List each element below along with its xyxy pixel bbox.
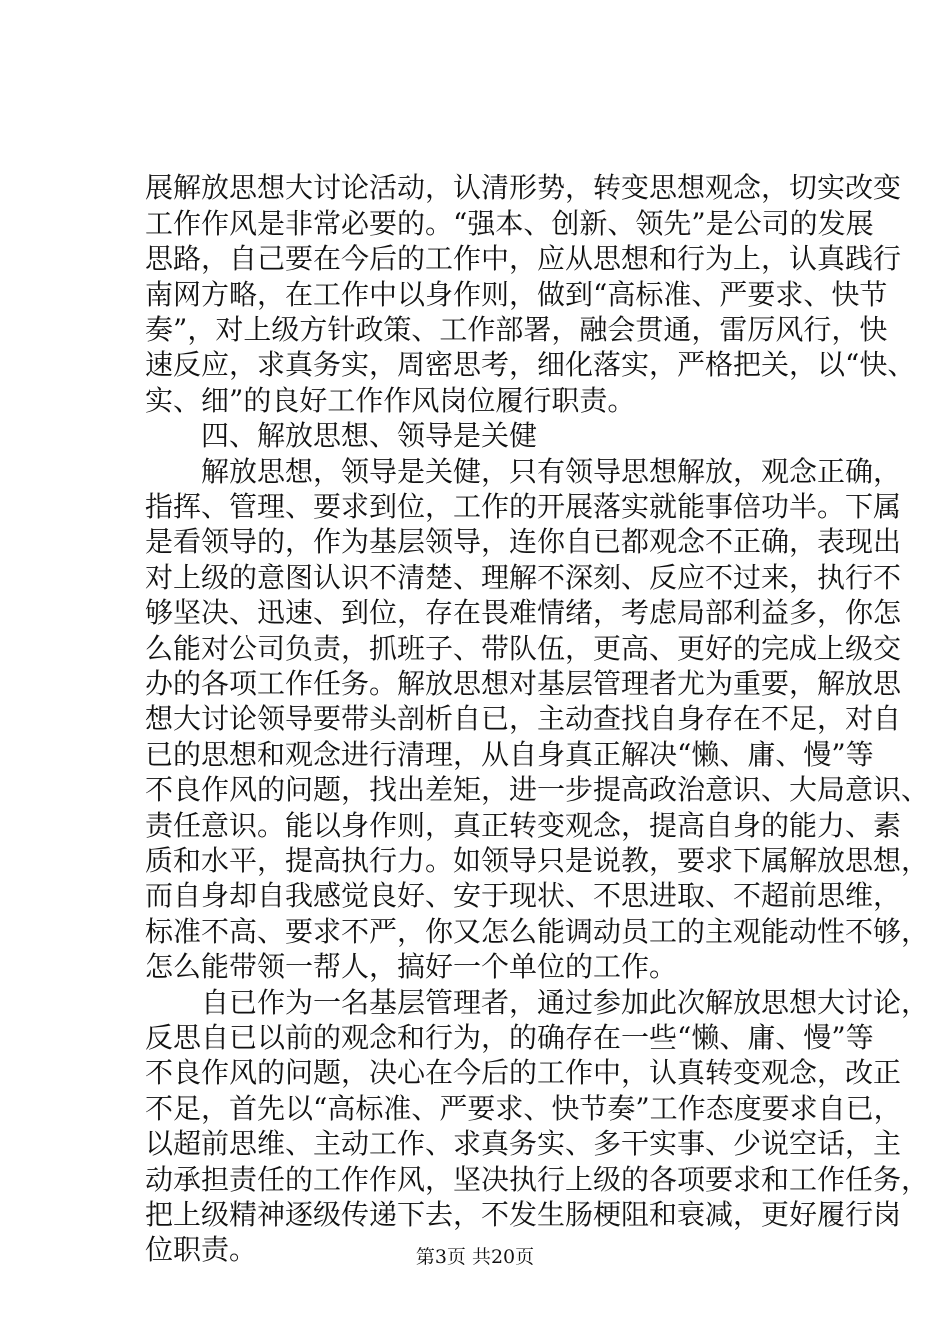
text-line: 展解放思想大讨论活动，认清形势，转变思想观念，切实改变 [145, 171, 902, 204]
page-footer: 第3页 共20页 [415, 1246, 535, 1268]
text-line: 不足，首先以“高标准、严要求、快节奏”工作态度要求自已， [145, 1092, 902, 1125]
text-line: 已的思想和观念进行清理，从自身真正解决“懒、庸、慢”等 [145, 738, 874, 771]
text-line: 责任意识。能以身作则，真正转变观念，提高自身的能力、素 [145, 809, 902, 842]
text-line: 够坚决、迅速、到位，存在畏难情绪，考虑局部利益多，你怎 [145, 596, 902, 629]
text-line: 指挥、管理、要求到位，工作的开展落实就能事倍功半。下属 [145, 490, 902, 523]
text-line: 不良作风的问题，决心在今后的工作中，认真转变观念，改正 [145, 1056, 902, 1089]
text-line: 以超前思维、主动工作、求真务实、多干实事、少说空话，主 [145, 1127, 902, 1160]
text-line: 实、细”的良好工作作风岗位履行职责。 [145, 384, 636, 417]
text-line: 位职责。 [145, 1233, 258, 1266]
text-line: 对上级的意图认识不清楚、理解不深刻、反应不过来，执行不 [145, 561, 902, 594]
text-line: 怎么能带领一帮人，搞好一个单位的工作。 [145, 950, 678, 983]
text-line: 自已作为一名基层管理者，通过参加此次解放思想大讨论， [145, 986, 930, 1019]
text-line: 而自身却自我感觉良好、安于现状、不思进取、不超前思维， [145, 879, 902, 912]
text-line: 速反应，求真务实，周密思考，细化落实，严格把关，以“快、 [145, 348, 916, 381]
text-line: 反思自已以前的观念和行为，的确存在一些“懒、庸、慢”等 [145, 1021, 874, 1054]
text-line: 工作作风是非常必要的。“强本、创新、领先”是公司的发展 [145, 207, 874, 240]
text-line: 质和水平，提高执行力。如领导只是说教，要求下属解放思想， [145, 844, 930, 877]
text-line: 么能对公司负责，抓班子、带队伍，更高、更好的完成上级交 [145, 632, 902, 665]
text-line: 解放思想，领导是关健，只有领导思想解放，观念正确， [145, 455, 902, 488]
text-line: 南网方略，在工作中以身作则，做到“高标准、严要求、快节 [145, 278, 888, 311]
text-line: 想大讨论领导要带头剖析自已，主动查找自身存在不足，对自 [145, 702, 902, 735]
text-line: 把上级精神逐级传递下去，不发生肠梗阻和衰减，更好履行岗 [145, 1198, 902, 1231]
section-heading: 四、解放思想、领导是关健 [145, 419, 538, 452]
text-line: 思路，自己要在今后的工作中，应从思想和行为上，认真践行 [145, 242, 902, 275]
text-line: 标准不高、要求不严，你又怎么能调动员工的主观能动性不够， [145, 915, 930, 948]
text-line: 奏”，对上级方针政策、工作部署，融会贯通，雷厉风行，快 [145, 313, 888, 346]
text-line: 办的各项工作任务。解放思想对基层管理者尤为重要，解放思 [145, 667, 902, 700]
text-line: 是看领导的，作为基层领导，连你自已都观念不正确，表现出 [145, 525, 902, 558]
text-line: 不良作风的问题，找出差矩，进一步提高政治意识、大局意识、 [145, 773, 930, 806]
text-line: 动承担责任的工作作风，坚决执行上级的各项要求和工作任务， [145, 1163, 930, 1196]
